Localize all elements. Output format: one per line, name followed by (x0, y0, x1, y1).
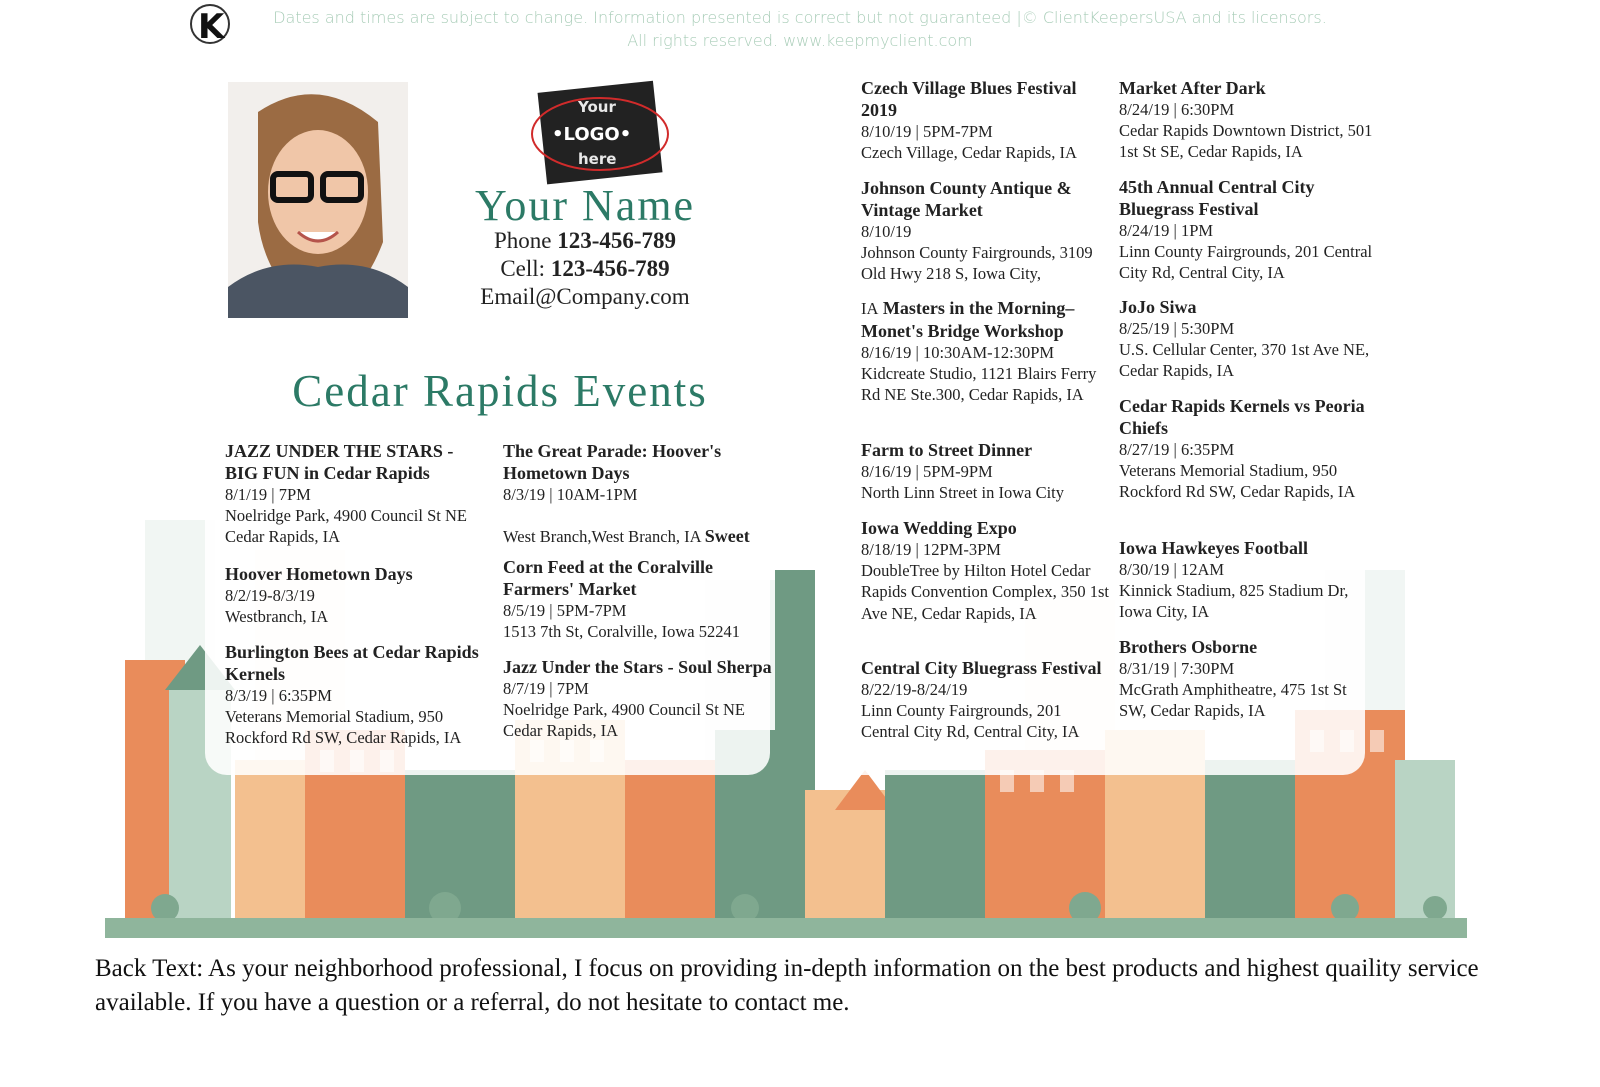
event-item (1119, 176, 1374, 284)
event-date: 8/31/19 | 7:30PM (1119, 659, 1235, 678)
event-location-text: West Branch,West Branch, IA (503, 527, 701, 547)
event-title: 45th Annual Central City Bluegrass Festival (1119, 177, 1315, 219)
event-item (1119, 636, 1374, 722)
cell-number: 123-456-789 (550, 256, 670, 281)
event-date: 8/3/19 | 6:35PM (225, 686, 332, 705)
event-item (861, 177, 1111, 285)
event-date: 8/7/19 | 7PM (503, 679, 589, 698)
event-title: JoJo Siwa (1119, 297, 1197, 317)
event-location: Cedar Rapids Downtown District, 501 1st St SE, Cedar Rapids, IA (1119, 121, 1373, 162)
event-item (861, 77, 1111, 163)
event-item (225, 563, 490, 627)
event-date: 8/24/19 | 1PM (1119, 221, 1214, 240)
event-title: Jazz Under the Stars - Soul Sherpa (503, 657, 772, 677)
event-title: Cedar Rapids Kernels vs Peoria Chiefs (1119, 396, 1365, 438)
disclaimer (245, 6, 1355, 52)
agent-email: Email@Company.com (480, 284, 690, 309)
phone-number: 123-456-789 (557, 228, 677, 253)
event-title: Brothers Osborne (1119, 637, 1258, 657)
event-item (503, 556, 778, 642)
event-date: 8/5/19 | 5PM-7PM (503, 601, 627, 620)
event-item (861, 439, 1111, 503)
event-title: Central City Bluegrass Festival (861, 658, 1102, 678)
event-location: Noelridge Park, 4900 Council St NE Cedar Rapids, IA (503, 700, 745, 741)
event-location: Noelridge Park, 4900 Council St NE Cedar Rapids, IA (225, 506, 467, 547)
logo-text-bottom: here (578, 150, 617, 168)
logo-text-top: Your (578, 98, 616, 116)
event-lead: IA (861, 299, 879, 318)
event-title: Farm to Street Dinner (861, 440, 1033, 460)
event-title: Iowa Hawkeyes Football (1119, 538, 1308, 558)
event-title-text: Masters in the Morning– Monet's Bridge Workshop (861, 298, 1075, 341)
event-item (225, 641, 490, 749)
event-item (1119, 296, 1374, 382)
event-location: Kinnick Stadium, 825 Stadium Dr, Iowa City, IA (1119, 581, 1349, 622)
disclaimer-line-2: All rights reserved. www.keepmyclient.com (627, 31, 973, 50)
event-location: Czech Village, Cedar Rapids, IA (861, 143, 1077, 163)
event-location: Linn County Fairgrounds, 201 Central City Rd, Central City, IA (1119, 242, 1373, 283)
agent-phone-line (440, 228, 730, 254)
event-title: Johnson County Antique & Vintage Market (861, 178, 1072, 220)
event-item (1119, 395, 1374, 503)
event-date: 8/27/19 | 6:35PM (1119, 440, 1235, 459)
event-date: 8/16/19 | 5PM-9PM (861, 462, 993, 481)
event-location: Westbranch, IA (225, 607, 329, 627)
event-item (861, 297, 1111, 406)
event-date: 8/10/19 | 5PM-7PM (861, 122, 993, 141)
event-blank-line (503, 505, 778, 526)
event-date: 8/10/19 (861, 222, 912, 241)
event-location: DoubleTree by Hilton Hotel Cedar Rapids Convention Complex, 350 1st Ave NE, Cedar Rapids, IA (861, 561, 1109, 623)
event-item (1119, 77, 1374, 163)
event-title: Market After Dark (1119, 78, 1266, 98)
event-title: JAZZ UNDER THE STARS - BIG FUN in Cedar Rapids (225, 441, 454, 483)
event-location: Johnson County Fairgrounds, 3109 Old Hwy 218 S, Iowa City, (861, 243, 1093, 284)
event-location: Veterans Memorial Stadium, 950 Rockford Rd SW, Cedar Rapids, IA (225, 707, 462, 748)
section-title: Cedar Rapids Events (292, 366, 708, 416)
event-location: McGrath Amphitheatre, 475 1st St SW, Cedar Rapids, IA (1119, 680, 1347, 721)
cell-label: Cell: (500, 256, 546, 281)
event-item (1119, 537, 1374, 623)
event-date: 8/1/19 | 7PM (225, 485, 311, 504)
phone-label: Phone (493, 228, 552, 253)
event-location: Linn County Fairgrounds, 201 Central City Rd, Central City, IA (861, 701, 1080, 742)
brand-letter: K (198, 7, 225, 46)
event-title: Czech Village Blues Festival 2019 (861, 78, 1077, 120)
agent-cell-line (440, 256, 730, 282)
event-date: 8/16/19 | 10:30AM-12:30PM (861, 343, 1055, 362)
event-location: Veterans Memorial Stadium, 950 Rockford Rd SW, Cedar Rapids, IA (1119, 461, 1356, 502)
event-location: Kidcreate Studio, 1121 Blairs Ferry Rd NE Ste.300, Cedar Rapids, IA (861, 364, 1097, 405)
event-item (861, 657, 1111, 743)
k-brand-logo (188, 2, 234, 46)
event-date: 8/24/19 | 6:30PM (1119, 100, 1235, 119)
event-item (225, 440, 490, 548)
event-title (861, 297, 1111, 342)
event-title: Iowa Wedding Expo (861, 518, 1017, 538)
event-location: North Linn Street in Iowa City (861, 483, 1065, 503)
event-location: U.S. Cellular Center, 370 1st Ave NE, Cedar Rapids, IA (1119, 340, 1370, 381)
event-date: 8/3/19 | 10AM-1PM (503, 485, 638, 504)
your-logo-placeholder (530, 78, 680, 186)
event-title: The Great Parade: Hoover's Hometown Days (503, 441, 722, 483)
event-location: 1513 7th St, Coralville, Iowa 52241 (503, 622, 740, 642)
back-text: Back Text: As your neighborhood professional, I focus on providing in-depth information on the best products and highest quaility service available. If you have a question or a referral, do not hesitate to contact me. (95, 955, 1479, 1016)
agent-name: Your Name (474, 181, 696, 230)
event-item (861, 517, 1111, 624)
event-item (503, 440, 778, 547)
event-date: 8/18/19 | 12PM-3PM (861, 540, 1001, 559)
event-location (503, 526, 778, 547)
event-title: Hoover Hometown Days (225, 564, 413, 584)
logo-text-mid: •LOGO• (552, 124, 632, 145)
event-date: 8/22/19-8/24/19 (861, 680, 968, 699)
event-item (503, 656, 778, 742)
disclaimer-line-1: Dates and times are subject to change. Information presented is correct but not guaranteed |© ClientKeepersUSA and its licensors. (273, 8, 1327, 27)
event-title-fragment: Sweet (704, 526, 750, 547)
event-title: Burlington Bees at Cedar Rapids Kernels (225, 642, 479, 684)
event-date: 8/30/19 | 12AM (1119, 560, 1225, 579)
event-title: Corn Feed at the Coralville Farmers' Market (503, 557, 713, 599)
agent-photo (228, 82, 408, 318)
event-date: 8/2/19-8/3/19 (225, 586, 315, 605)
event-date: 8/25/19 | 5:30PM (1119, 319, 1235, 338)
